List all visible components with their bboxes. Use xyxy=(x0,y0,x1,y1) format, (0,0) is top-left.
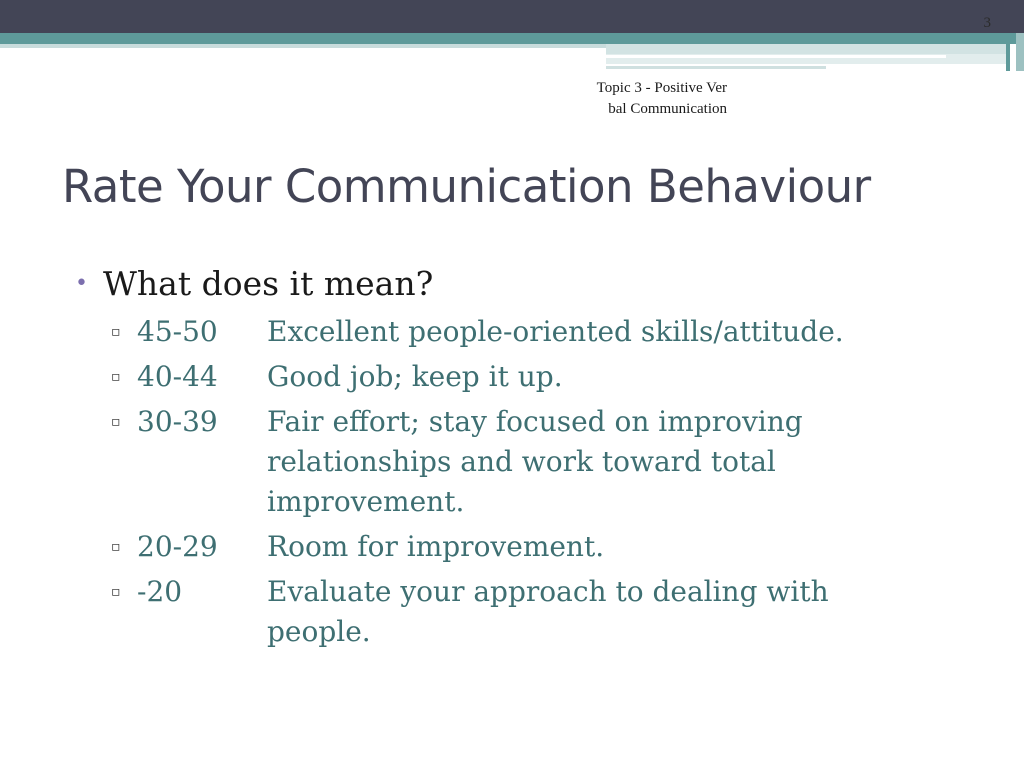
bullet-icon: • xyxy=(75,271,88,296)
square-bullet-icon: ▫ xyxy=(111,414,121,430)
header-decoration-block xyxy=(606,44,1006,54)
topic-note: Topic 3 - Positive Verbal Communication xyxy=(596,80,727,117)
square-bullet-icon: ▫ xyxy=(111,324,121,340)
header-decoration-stripe xyxy=(606,66,826,69)
score-range: 40-44 xyxy=(137,360,218,393)
header-accent-band xyxy=(0,33,1024,44)
header-decoration-edge xyxy=(1006,33,1010,71)
header-decoration-edge xyxy=(1016,33,1024,71)
main-bullet-text: What does it mean? xyxy=(103,264,434,303)
score-description: Evaluate your approach to dealing with people. xyxy=(267,575,829,648)
score-description: Room for improvement. xyxy=(267,530,605,563)
main-bullet xyxy=(75,262,975,306)
header-bar xyxy=(0,0,1024,33)
score-description: Excellent people-oriented skills/attitude. xyxy=(267,315,844,348)
slide-number: 3 xyxy=(983,15,991,31)
score-range: -20 xyxy=(137,575,183,608)
score-description: Good job; keep it up. xyxy=(267,360,563,393)
square-bullet-icon: ▫ xyxy=(111,584,121,600)
slide-title: Rate Your Communication Behaviour xyxy=(62,160,871,213)
score-description: Fair effort; stay focused on improving relationships and work toward total improvement. xyxy=(267,405,803,518)
score-range: 45-50 xyxy=(137,315,218,348)
score-range: 20-29 xyxy=(137,530,218,563)
slide-content xyxy=(75,262,975,657)
list-item xyxy=(111,312,975,352)
square-bullet-icon: ▫ xyxy=(111,369,121,385)
header-decoration-stripe xyxy=(606,55,946,58)
list-item xyxy=(111,357,975,397)
list-item xyxy=(111,402,975,522)
rating-list xyxy=(111,312,975,652)
header-shadow-band xyxy=(0,44,606,48)
list-item xyxy=(111,527,975,567)
square-bullet-icon: ▫ xyxy=(111,539,121,555)
list-item xyxy=(111,572,975,652)
score-range: 30-39 xyxy=(137,405,218,438)
